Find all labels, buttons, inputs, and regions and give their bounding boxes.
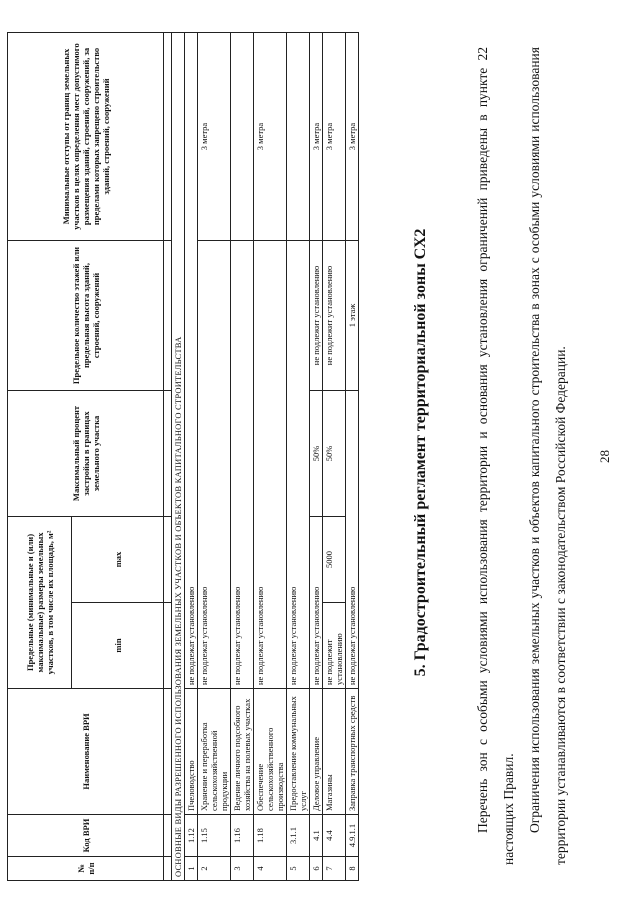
table-row — [231, 33, 254, 881]
table-row — [323, 33, 346, 881]
row-size: не подлежат установлению — [231, 241, 254, 689]
row-setback: 3 метра — [254, 33, 287, 241]
table-row — [287, 33, 310, 881]
header-max: max — [72, 517, 164, 603]
row-num: 4 — [254, 857, 287, 881]
section-label: ОСНОВНЫЕ ВИДЫ РАЗРЕШЕННОГО ИСПОЛЬЗОВАНИЯ ЗЕМЕЛЬНЫХ УЧАСТКОВ И ОБЪЕКТОВ КАПИТАЛЬНОГО СТРОИТЕЛЬСТВА — [172, 33, 185, 881]
row-size: не подлежат установлению — [185, 33, 198, 689]
row-max: 5000 — [323, 517, 346, 603]
header-code: Код ВРИ — [8, 815, 164, 857]
row-num: 3 — [231, 857, 254, 881]
row-name: Заправка транспортных средств — [346, 689, 359, 815]
table-row — [310, 33, 323, 881]
row-code: 4.1 — [310, 815, 323, 857]
row-code: 4.9.1.1 — [346, 815, 359, 857]
table-header-row — [8, 33, 72, 881]
table-row — [346, 33, 359, 881]
row-code: 1.16 — [231, 815, 254, 857]
row-floors: не подлежит установлению — [310, 241, 323, 391]
row-code: 1.15 — [198, 815, 231, 857]
row-name: Деловое управление — [310, 689, 323, 815]
row-num: 7 — [323, 857, 346, 881]
paragraph-zones-list: Перечень зон с особыми условиями использования территории и основания установления ограничений приведены в пункте 22 настоящих Правил. — [475, 47, 516, 865]
row-percent: 50% — [323, 391, 346, 517]
row-code: 4.4 — [323, 815, 346, 857]
row-name: Ведение личного подсобного хозяйства на полевых участках — [231, 689, 254, 815]
row-percent: 50% — [310, 391, 323, 517]
row-setback: 3 метра — [346, 33, 359, 241]
table-row — [254, 33, 287, 881]
page-number: 28 — [597, 450, 612, 463]
paragraph-restrictions: Ограничения использования земельных участков и объектов капитального строительства в зонах с особыми условиями использования территории устанавливаются в соответствии с законодательством Российской Федерации. — [527, 47, 568, 865]
table-row — [185, 33, 198, 881]
row-code: 1.12 — [185, 815, 198, 857]
header-min: min — [72, 603, 164, 689]
header-percent: Максимальный процент застройки в границах земельного участка — [8, 391, 164, 517]
row-num: 6 — [310, 857, 323, 881]
row-size: не подлежат установлению — [198, 241, 231, 689]
row-num: 1 — [185, 857, 198, 881]
row-setback: 3 метра — [310, 33, 323, 241]
header-floors: Предельное количество этажей или предельная высота зданий, строений, сооружений — [8, 241, 164, 391]
header-name: Наименование ВРИ — [8, 689, 164, 815]
row-setback: 3 метра — [323, 33, 346, 241]
row-size: не подлежат установлению — [310, 517, 323, 689]
row-name: Обеспечение сельскохозяйственного производства — [254, 689, 287, 815]
header-num: № п/п — [8, 857, 164, 881]
row-min: не подлежит установлению — [323, 603, 346, 689]
row-size: не подлежат установлению — [346, 391, 359, 689]
section-title: 5. Градостроительный регламент территориальной зоны СХ2 — [412, 228, 429, 677]
row-num: 2 — [198, 857, 231, 881]
row-size: не подлежат установлению — [254, 241, 287, 689]
header-size: Предельные (минимальные и (или) максимальные) размеры земельных участков, в том числе их площадь, м² — [8, 517, 72, 689]
row-code: 1.18 — [254, 815, 287, 857]
table-row — [198, 33, 231, 881]
row-setback: 3 метра — [198, 33, 231, 241]
row-name: Пчеловодство — [185, 689, 198, 815]
header-setback: Минимальные отступы от границ земельных участков в целях определения мест допустимого размещения зданий, строений, сооружений, за пределами которых запрещено строительство зданий, строений, сооружений — [8, 33, 164, 241]
row-name: Хранение и переработка сельскохозяйственной продукции — [198, 689, 231, 815]
row-floors: 1 этаж — [346, 241, 359, 391]
row-floors: не подлежит установлению — [323, 241, 346, 391]
row-name: Предоставление коммунальных услуг — [287, 689, 310, 815]
table-section-row — [172, 33, 185, 881]
row-num: 5 — [287, 857, 310, 881]
table-spacer-row — [164, 33, 172, 881]
row-code: 3.1.1 — [287, 815, 310, 857]
row-num: 8 — [346, 857, 359, 881]
regulation-table — [7, 32, 359, 881]
row-size: не подлежат установлению — [287, 241, 310, 689]
row-name: Магазины — [323, 689, 346, 815]
